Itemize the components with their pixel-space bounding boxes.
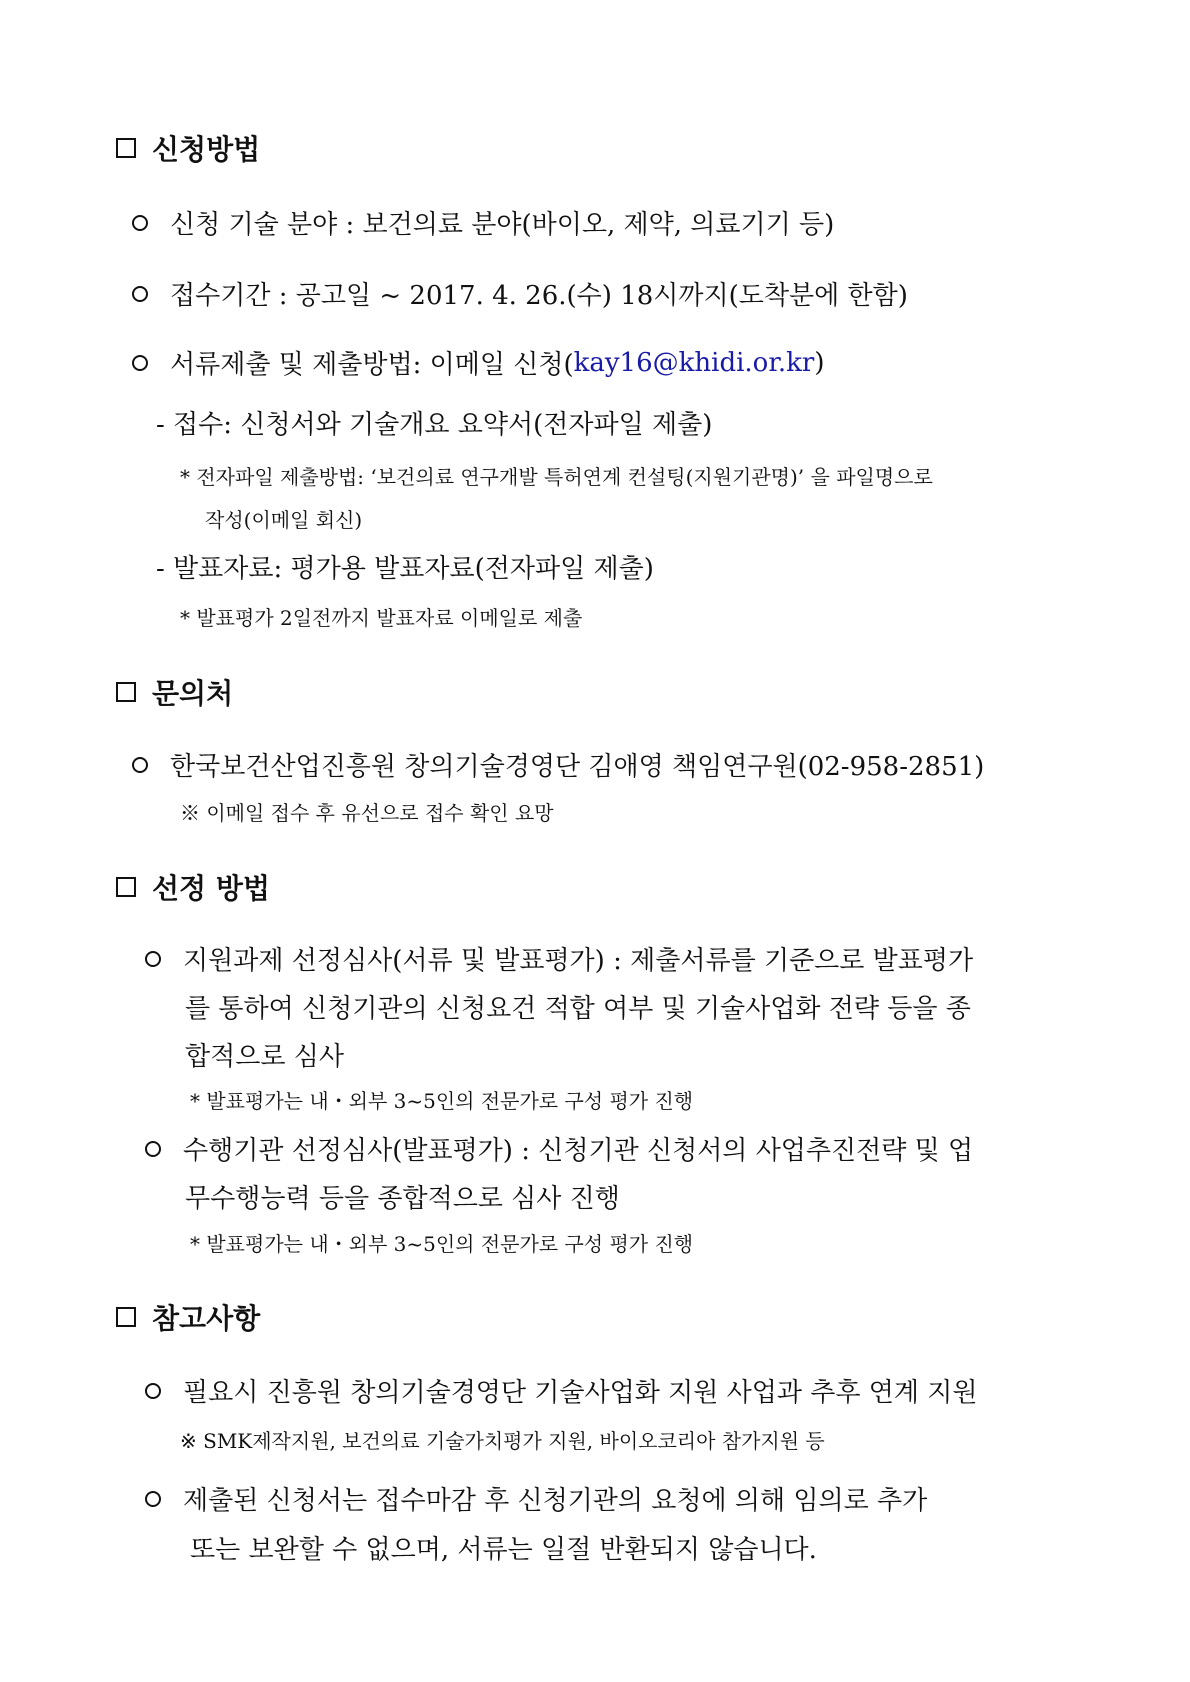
selection-item-2-note: * 발표평가는 내・외부 3~5인의 전문가로 구성 평가 진행	[190, 1232, 694, 1256]
receipt-note-continued: 작성(이메일 회신)	[205, 508, 363, 532]
receipt-note: * 전자파일 제출방법: ‘보건의료 연구개발 특허연계 컨설팅(지원기관명)’ 을 파일명으로	[180, 465, 933, 489]
circle-bullet-icon	[145, 1383, 161, 1399]
reference-item-2	[145, 1480, 927, 1517]
circle-bullet-icon	[132, 757, 148, 773]
selection-item-2-line-1: 수행기관 선정심사(발표평가) : 신청기관 신청서의 사업추진전략 및 업	[183, 1136, 974, 1166]
presentation-note: * 발표평가 2일전까지 발표자료 이메일로 제출	[180, 606, 583, 630]
circle-bullet-icon	[132, 286, 148, 302]
contact-info-item	[132, 746, 984, 783]
section-title: 선정 방법	[152, 872, 270, 905]
contact-info-text: 한국보건산업진흥원 창의기술경영단 김애영 책임연구원(02-958-2851)	[170, 752, 985, 782]
circle-bullet-icon	[145, 1141, 161, 1157]
reference-item-1	[145, 1372, 977, 1409]
section-title: 참고사항	[152, 1302, 261, 1335]
apply-period-item	[132, 275, 908, 312]
checkbox-square-icon	[116, 1307, 136, 1327]
checkbox-square-icon	[116, 682, 136, 702]
submission-text-end: )	[814, 347, 825, 378]
receipt-item: - 접수: 신청서와 기술개요 요약서(전자파일 제출)	[156, 410, 713, 440]
circle-bullet-icon	[145, 1491, 161, 1507]
circle-bullet-icon	[132, 355, 148, 371]
section-title: 신청방법	[152, 133, 261, 166]
section-heading-contact	[116, 672, 233, 712]
selection-item-1	[145, 940, 1085, 977]
checkbox-square-icon	[116, 138, 136, 158]
selection-item-2	[145, 1130, 973, 1167]
section-heading-selection	[116, 867, 270, 907]
circle-bullet-icon	[145, 951, 161, 967]
circle-bullet-icon	[132, 215, 148, 231]
submission-text: 서류제출 및 제출방법: 이메일 신청(	[170, 350, 574, 380]
reference-item-1-note: ※ SMK제작지원, 보건의료 기술가치평가 지원, 바이오코리아 참가지원 등	[180, 1429, 825, 1453]
apply-period-text: 접수기간 : 공고일 ~ 2017. 4. 26.(수) 18시까지(도착분에 한함)	[170, 281, 908, 311]
presentation-item: - 발표자료: 평가용 발표자료(전자파일 제출)	[156, 554, 654, 584]
submission-email-link[interactable]: kay16@khidi.or.kr	[573, 347, 815, 378]
checkbox-square-icon	[116, 877, 136, 897]
reference-item-2-line-2: 또는 보완할 수 없으며, 서류는 일절 반환되지 않습니다.	[190, 1535, 817, 1565]
selection-item-1-line-3: 합적으로 심사	[185, 1042, 344, 1072]
selection-item-1-note: * 발표평가는 내・외부 3~5인의 전문가로 구성 평가 진행	[190, 1089, 694, 1113]
selection-item-2-line-2: 무수행능력 등을 종합적으로 심사 진행	[185, 1184, 620, 1214]
section-title: 문의처	[152, 677, 234, 710]
reference-item-2-line-1: 제출된 신청서는 접수마감 후 신청기관의 요청에 의해 임의로 추가	[183, 1486, 928, 1516]
apply-submission-item	[132, 344, 825, 381]
selection-item-1-line-1: 지원과제 선정심사(서류 및 발표평가) : 제출서류를 기준으로 발표평가	[183, 946, 974, 976]
apply-field-text: 신청 기술 분야 : 보건의료 분야(바이오, 제약, 의료기기 등)	[170, 210, 835, 240]
selection-item-1-line-2: 를 통하여 신청기관의 신청요건 적합 여부 및 기술사업화 전략 등을 종	[185, 994, 971, 1024]
section-heading-reference	[116, 1297, 260, 1337]
apply-field-item	[132, 204, 834, 241]
contact-note: ※ 이메일 접수 후 유선으로 접수 확인 요망	[180, 801, 554, 825]
reference-item-1-text: 필요시 진흥원 창의기술경영단 기술사업화 지원 사업과 추후 연계 지원	[183, 1378, 978, 1408]
section-heading-apply	[116, 128, 260, 168]
